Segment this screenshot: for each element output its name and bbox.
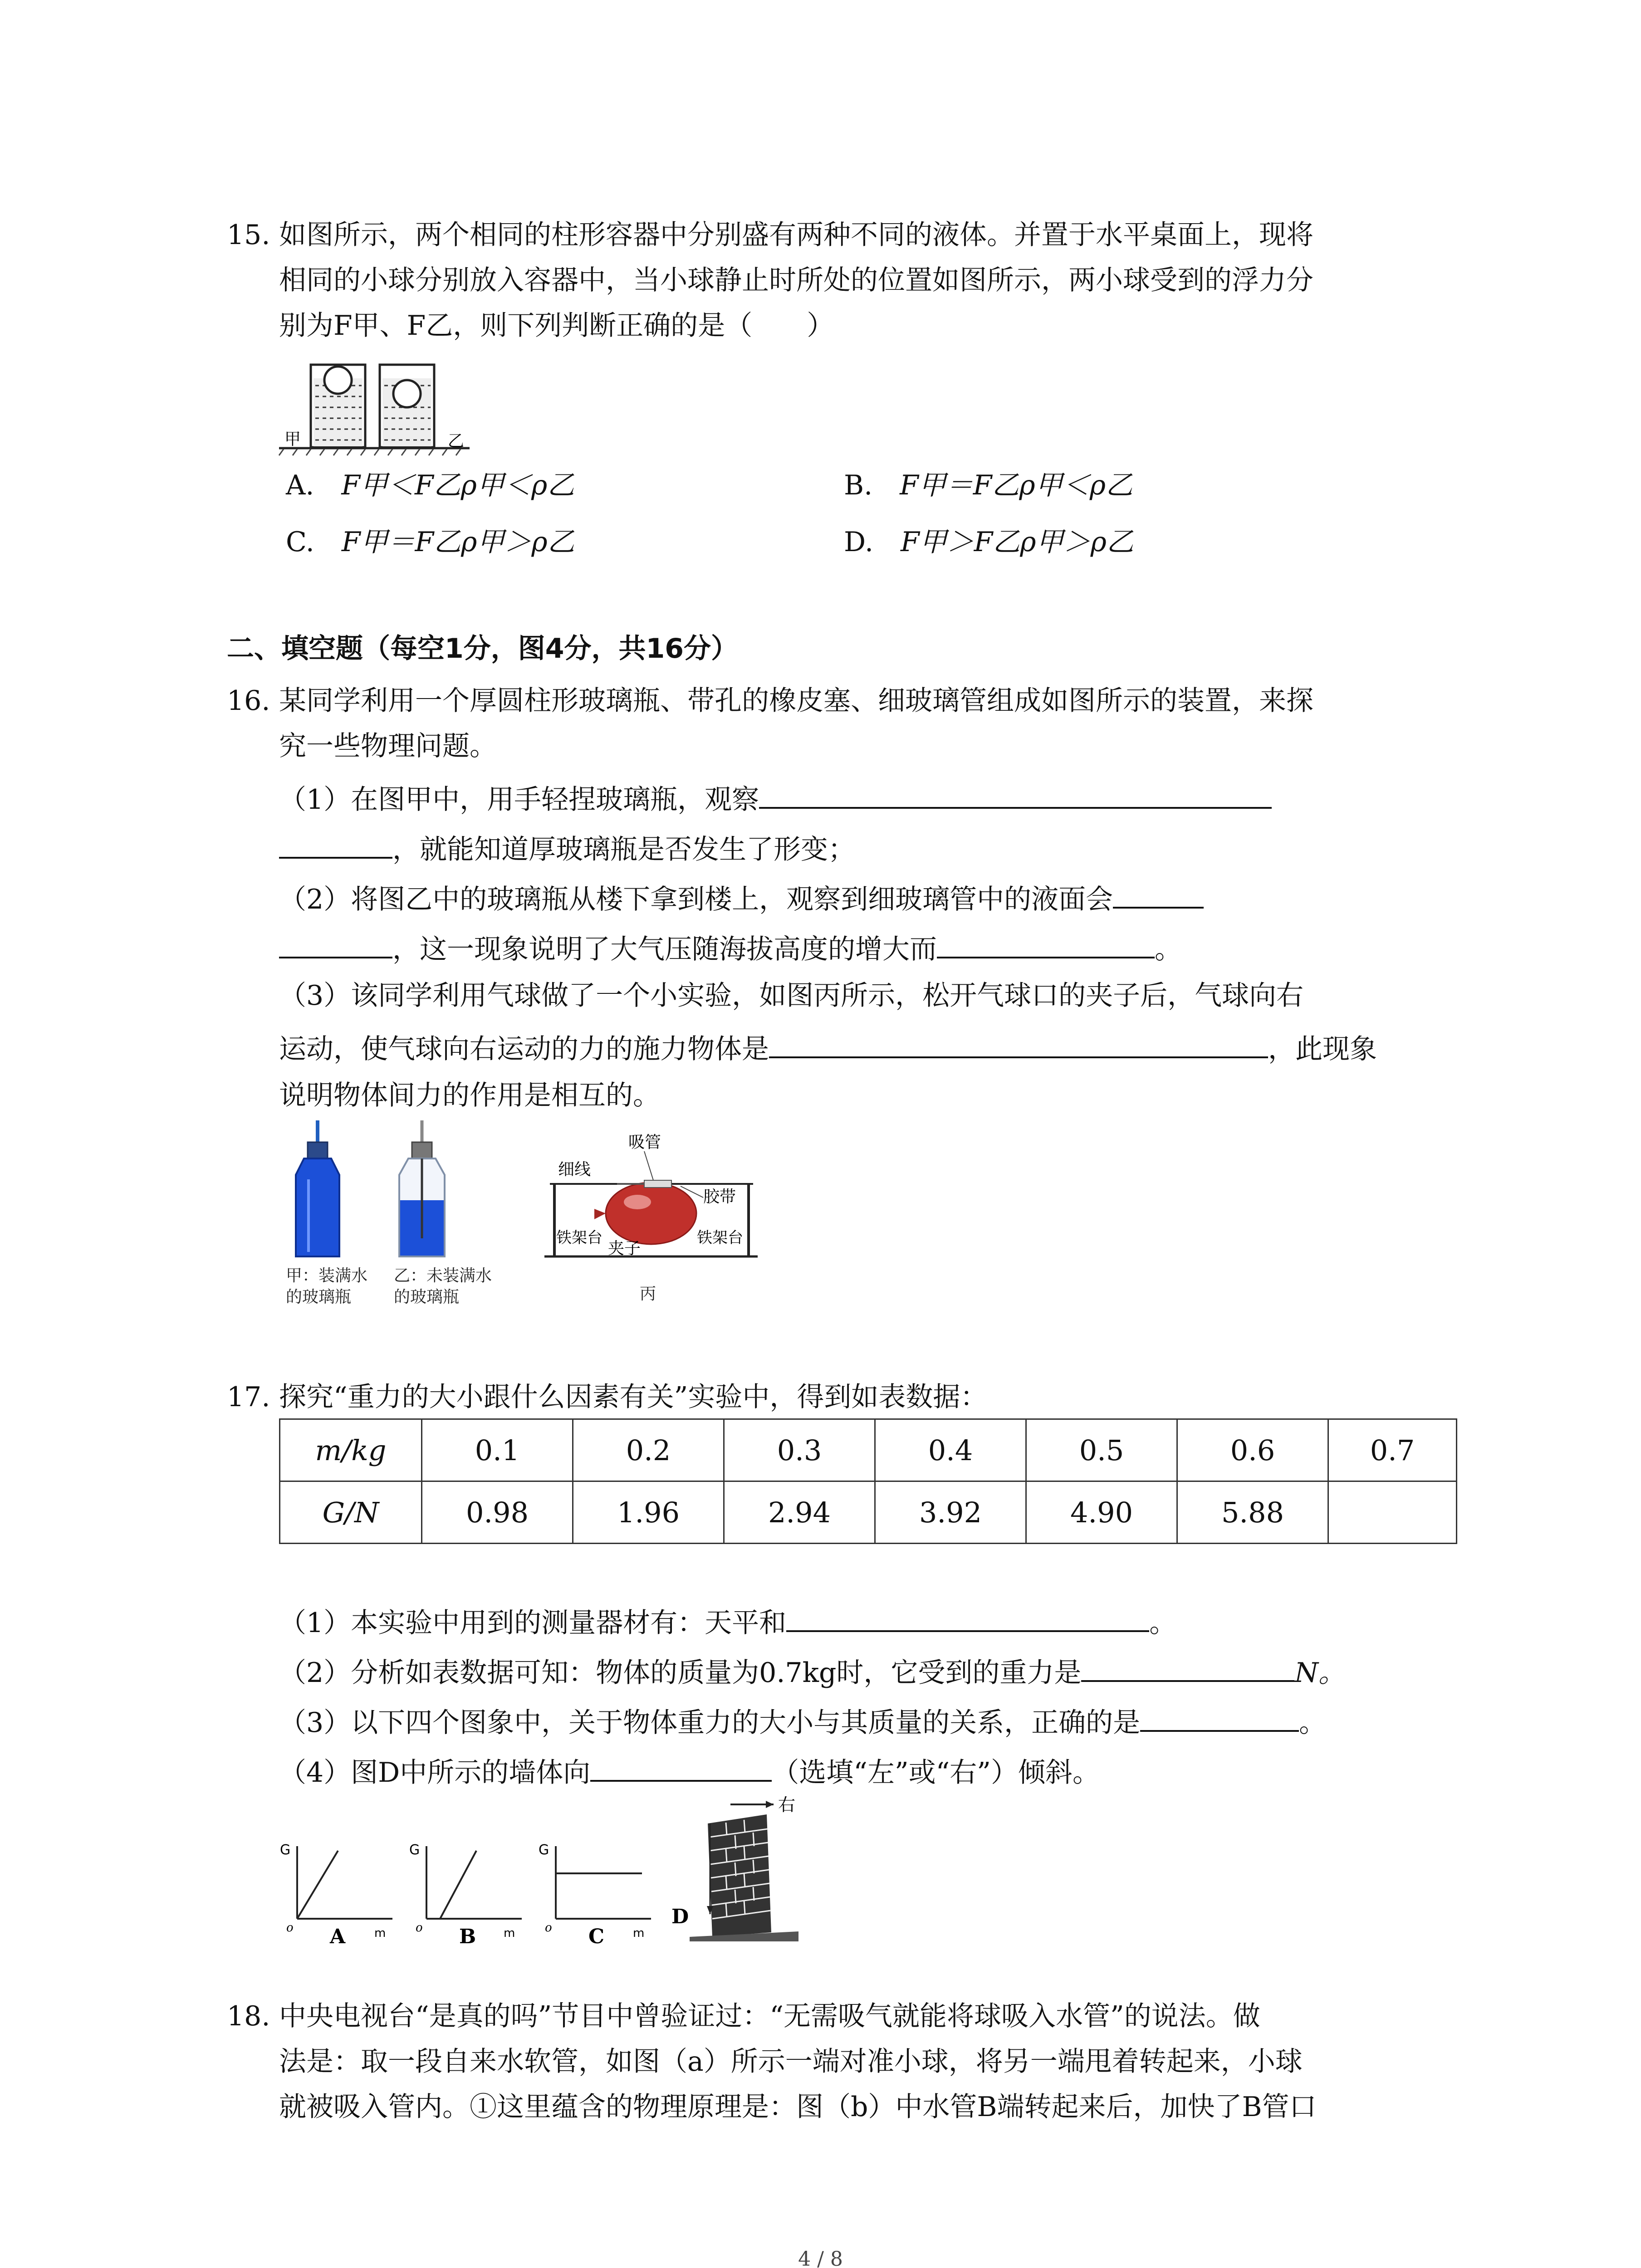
q15-line-1: 如图所示，两个相同的柱形容器中分别盛有两种不同的液体。并置于水平桌面上，现将 [279,219,1313,251]
table-cell: 0.7 [1328,1419,1457,1481]
q16-blank-2-cont[interactable] [279,932,392,958]
q16-blank-2[interactable] [1113,882,1204,909]
q16-label-tiejiatai-right: 铁架台 [697,1229,743,1247]
q16-part-3d: 说明物体间力的作用是相互的。 [279,1080,660,1111]
q16-number: 16. [227,685,270,717]
table-head-g: G/N [280,1481,422,1544]
q16-part-1b: ，就能知道厚玻璃瓶是否发生了形变； [279,832,855,863]
graph-c-o: o [545,1921,552,1935]
table-cell: 0.3 [724,1419,875,1481]
q16-part-3b: 运动，使气球向右运动的力的施力物体是 ，此现象 [279,1032,1377,1063]
q18-number: 18. [227,2000,270,2032]
table-cell: 2.94 [724,1481,875,1544]
graph-b-g: G [409,1842,420,1858]
graph-d-right: 右 [778,1795,796,1815]
graph-a-g: G [280,1842,291,1858]
q16-part-3a: （3）该同学利用气球做了一个小实验，如图丙所示，松开气球口的夹子后，气球向右 [279,980,1304,1012]
graph-a-o: o [286,1921,294,1935]
table-row [280,1481,1457,1544]
q15-number: 15. [227,219,270,251]
q15-line-3: 别为F甲、F乙，则下列判断正确的是（ ） [279,310,834,342]
graph-c-m: m [633,1926,645,1940]
q16-figure-bottles [286,1120,449,1266]
q17-part-1: （1）本实验中用到的测量器材有：天平和 。 [279,1606,1176,1637]
table-cell: 3.92 [875,1481,1026,1544]
q17-graph-d [662,1787,808,1941]
table-cell: 0.5 [1026,1419,1177,1481]
q18-line-1: 中央电视台“是真的吗”节目中曾验证过：“无需吸气就能将球吸入水管”的说法。做 [279,2000,1260,2032]
table-cell: 0.98 [422,1481,573,1544]
q16-label-tiejiatai-left: 铁架台 [556,1229,603,1247]
q16-label-xixian: 细线 [558,1160,591,1179]
q16-caption-yi: 乙：未装满水 的玻璃瓶 [394,1266,492,1306]
q17-graph-b [408,1837,526,1946]
q16-blank-3[interactable] [937,932,1155,958]
q17-graph-c [538,1837,656,1946]
q16-label-xiguan: 吸管 [628,1133,661,1152]
graph-a-m: m [374,1926,386,1940]
q16-label-jiazi: 夹子 [608,1239,641,1258]
q17-blank-1[interactable] [786,1606,1149,1632]
q17-blank-2[interactable] [1081,1656,1294,1682]
q17-part-2: （2）分析如表数据可知：物体的质量为0.7kg时，它受到的重力是 N。 [279,1656,1346,1686]
table-head-m: m/kg [280,1419,422,1481]
table-cell: 0.4 [875,1419,1026,1481]
q15-option-d: D. F甲＞F乙ρ甲＞ρ乙 [844,526,1134,558]
table-cell-empty[interactable] [1328,1481,1457,1544]
q17-part-3: （3）以下四个图象中，关于物体重力的大小与其质量的关系，正确的是 。 [279,1706,1326,1736]
graph-a-label: A [330,1925,346,1948]
q15-line-2: 相同的小球分别放入容器中，当小球静止时所处的位置如图所示，两小球受到的浮力分 [279,264,1313,296]
section-heading: 二、填空题（每空1分，图4分，共16分） [227,633,738,665]
q17-data-table [279,1418,1457,1544]
q15-option-a: A. F甲＜F乙ρ甲＜ρ乙 [286,469,575,501]
q16-part-2a: （2）将图乙中的玻璃瓶从楼下拿到楼上，观察到细玻璃管中的液面会 [279,882,1204,913]
table-cell: 0.6 [1177,1419,1328,1481]
graph-b-m: m [504,1926,515,1940]
table-cell: 5.88 [1177,1481,1328,1544]
graph-b-label: B [459,1925,476,1948]
q17-blank-4[interactable] [590,1755,772,1782]
graph-c-label: C [588,1925,605,1948]
q16-blank-1[interactable] [759,782,1272,809]
q15-label-jia: 甲 [284,430,301,449]
q16-blank-4[interactable] [769,1032,1268,1058]
q17-graph-a [279,1837,397,1946]
q15-figure [279,358,479,458]
q16-part-1a: （1）在图甲中，用手轻捏玻璃瓶，观察 [279,782,1272,813]
table-cell: 4.90 [1026,1481,1177,1544]
q16-blank-1-cont[interactable] [279,832,392,859]
table-cell: 0.1 [422,1419,573,1481]
q16-part-2b: ，这一现象说明了大气压随海拔高度的增大而 。 [279,932,1182,963]
graph-b-o: o [416,1921,423,1935]
graph-d-label: D [671,1905,689,1928]
graph-c-g: G [539,1842,549,1858]
q16-intro-2: 究一些物理问题。 [279,730,497,762]
q15-option-b: B. F甲＝F乙ρ甲＜ρ乙 [844,469,1133,501]
q17-blank-3[interactable] [1140,1706,1299,1732]
table-cell: 1.96 [573,1481,724,1544]
q18-line-2: 法是：取一段自来水软管，如图（a）所示一端对准小球，将另一端甩着转起来，小球 [279,2046,1303,2077]
page-number: 4 / 8 [798,2248,843,2268]
q16-figure-balloon [544,1134,758,1270]
q18-line-3: 就被吸入管内。①这里蕴含的物理原理是：图（b）中水管B端转起来后，加快了B管口 [279,2091,1317,2123]
q16-intro-1: 某同学利用一个厚圆柱形玻璃瓶、带孔的橡皮塞、细玻璃管组成如图所示的装置，来探 [279,685,1313,717]
q16-caption-jia: 甲：装满水 的玻璃瓶 [286,1266,368,1306]
q16-caption-bing: 丙 [640,1285,656,1303]
q17-intro: 探究“重力的大小跟什么因素有关”实验中，得到如表数据： [279,1381,988,1413]
table-cell: 0.2 [573,1419,724,1481]
q17-part-4: （4）图D中所示的墙体向 （选填“左”或“右”）倾斜。 [279,1755,1100,1786]
q15-option-c: C. F甲＝F乙ρ甲＞ρ乙 [286,526,575,558]
q15-label-yi: 乙 [448,432,465,450]
q17-number: 17. [227,1381,270,1413]
table-row [280,1419,1457,1481]
q16-label-jiaodai: 胶带 [703,1188,736,1206]
